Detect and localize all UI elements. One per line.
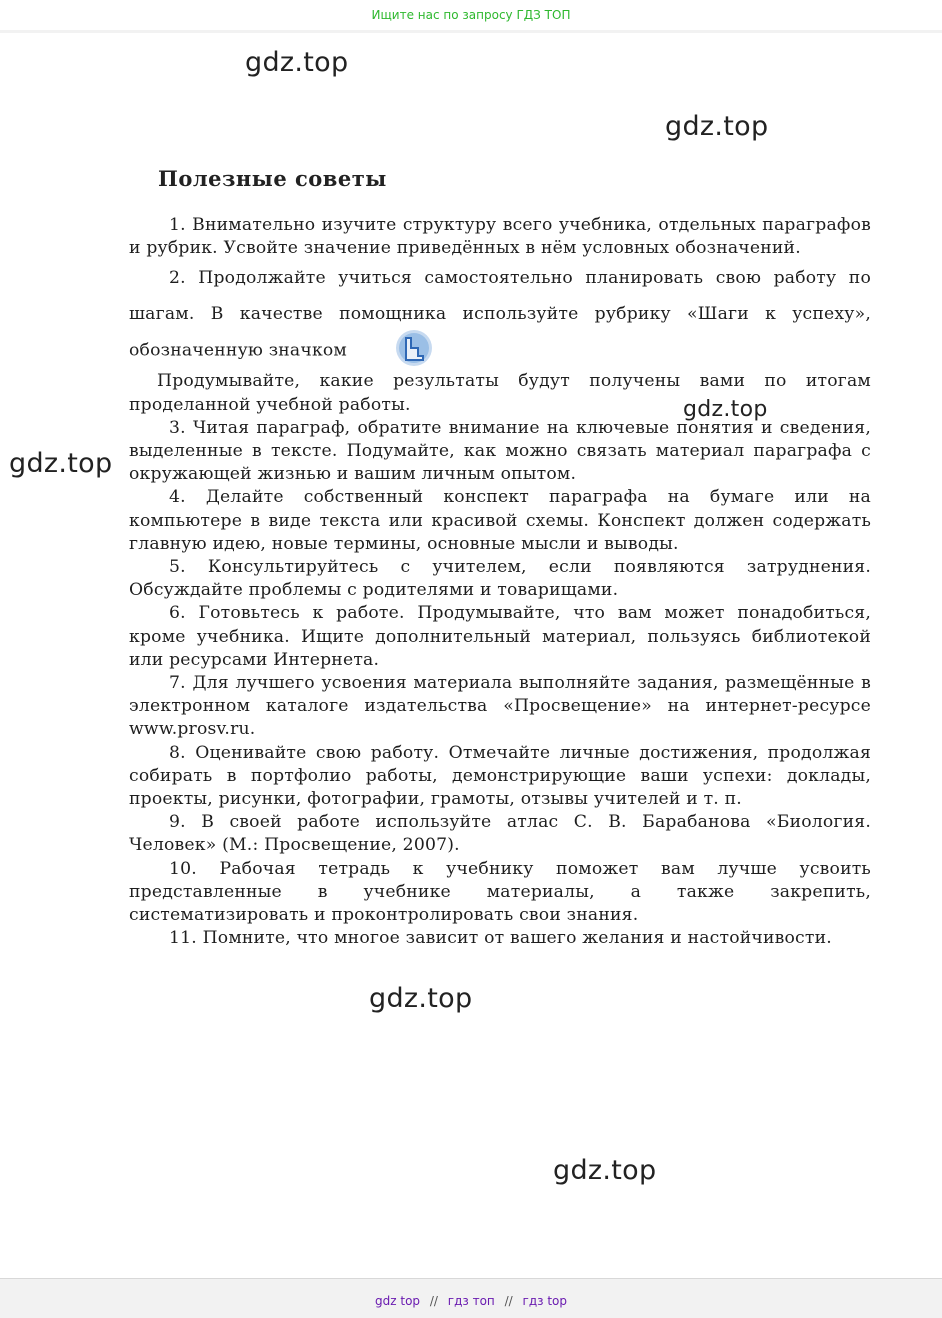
tip-9: 9. В своей работе используйте атлас С. В. Барабанова «Биология. Человек» (М.: Просвещение, 2007). xyxy=(129,812,871,856)
footer-link-gdz-top-mixed[interactable]: гдз top xyxy=(522,1294,567,1308)
tip-3: 3. Читая параграф, обратите внимание на ключевые понятия и сведения, выделенные в тексте. Подумайте, как можно связать материал параграфа с окружающей жизнью и вашим личным опытом. xyxy=(129,417,871,485)
tip-8: 8. Оценивайте свою работу. Отмечайте личные достижения, продолжая собирать в портфолио работы, демонстрирующие ваши успехи: доклады, проекты, рисунки, фотографии, грамоты, отзывы учителей и т. п. xyxy=(129,742,871,810)
tip-2-continued: Продумывайте, какие результаты будут получены вами по итогам проделанной учебной работы. xyxy=(129,371,871,415)
tips-list xyxy=(129,214,871,950)
tip-6: 6. Готовьтесь к работе. Продумывайте, что вам может понадобиться, кроме учебника. Ищите дополнительный материал, пользуясь библиотекой или ресурсами Интернета. xyxy=(129,603,871,670)
watermark: gdz.top xyxy=(9,448,113,479)
tip-2-text: 2. Продолжайте учиться самостоятельно планировать свою работу по шагам. В качестве помощника используйте рубрику «Шаги к успеху», обозначенную значком xyxy=(129,268,871,361)
watermark: gdz.top xyxy=(245,47,349,78)
watermark: gdz.top xyxy=(553,1155,657,1186)
tip-7: 7. Для лучшего усвоения материала выполняйте задания, размещённые в электронном каталоге издательства «Просвещение» на интернет-ресурсе www.prosv.ru. xyxy=(129,673,871,740)
banner-text: Ищите нас по запросу ГДЗ ТОП xyxy=(371,8,571,22)
watermark: gdz.top xyxy=(683,397,768,422)
tip-4: 4. Делайте собственный конспект параграфа на бумаге или на компьютере в виде текста или красивой схемы. Конспект должен содержать главную идею, новые термины, основные мысли и выводы. xyxy=(129,487,871,554)
tip-11: 11. Помните, что многое зависит от вашего желания и настойчивости. xyxy=(169,928,832,949)
textbook-page xyxy=(0,33,942,1279)
tip-2 xyxy=(129,260,871,370)
footer-links xyxy=(0,1286,942,1316)
footer-link-gdz-top-ru[interactable]: гдз топ xyxy=(447,1294,495,1308)
section-heading: Полезные советы xyxy=(158,166,387,191)
watermark: gdz.top xyxy=(369,983,473,1014)
steps-to-success-icon xyxy=(355,329,393,367)
tip-10: 10. Рабочая тетрадь к учебнику поможет вам лучше усвоить представленные в учебнике материалы, а также закрепить, систематизировать и проконтролировать свои знания. xyxy=(129,858,871,926)
watermark: gdz.top xyxy=(665,111,769,142)
top-banner xyxy=(0,0,942,30)
tip-1: 1. Внимательно изучите структуру всего учебника, отдельных параграфов и рубрик. Усвойте значение приведённых в нём условных обозначений. xyxy=(129,215,871,259)
tip-5: 5. Консультируйтесь с учителем, если появляются затруднения. Обсуждайте проблемы с родителями и товарищами. xyxy=(129,557,871,601)
footer-separator: // xyxy=(429,1294,438,1308)
footer-separator: // xyxy=(504,1294,513,1308)
footer-link-gdz-top[interactable]: gdz top xyxy=(375,1294,421,1308)
